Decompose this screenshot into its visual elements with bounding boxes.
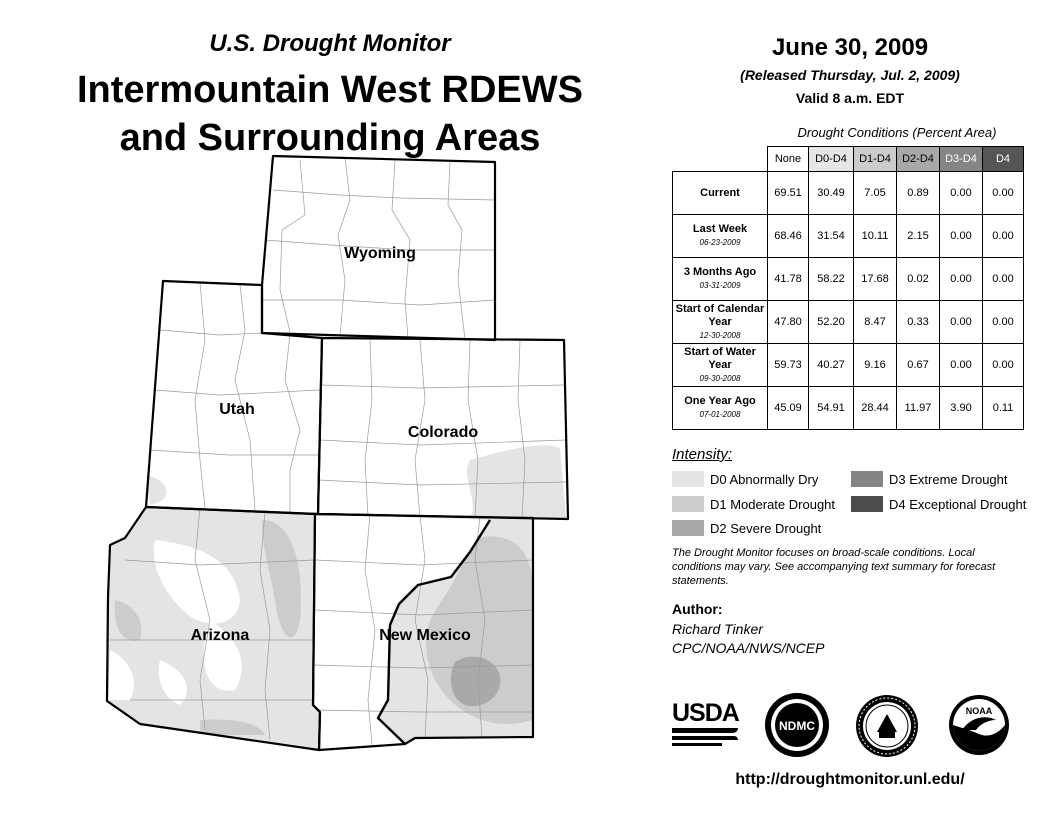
valid-time: Valid 8 a.m. EDT: [795, 90, 905, 106]
table-cell: 52.20: [809, 301, 854, 344]
legend-label: D1 Moderate Drought: [710, 496, 836, 512]
table-cell: 0.00: [983, 258, 1024, 301]
table-cell: 41.78: [768, 258, 809, 301]
state-label-arizona: Arizona: [190, 627, 250, 644]
row-date: 06-23-2009: [699, 238, 741, 247]
table-corner: [673, 147, 768, 172]
author-block: [672, 620, 824, 658]
table-cell: 0.00: [940, 172, 983, 215]
table-cell: 54.91: [809, 387, 854, 430]
legend-title: Intensity:: [672, 446, 733, 463]
table-row: [673, 172, 1024, 215]
source-url[interactable]: http://droughtmonitor.unl.edu/: [735, 771, 965, 788]
row-label: [673, 344, 768, 387]
table-cell: 10.11: [854, 215, 897, 258]
table-cell: 0.67: [897, 344, 940, 387]
table-cell: 0.00: [983, 344, 1024, 387]
state-label-utah: Utah: [219, 401, 255, 418]
row-label-text: One Year Ago: [684, 395, 756, 407]
legend-label: D2 Severe Drought: [710, 520, 822, 536]
table-cell: 3.90: [940, 387, 983, 430]
noaa-logo-text: NOAA: [965, 706, 993, 716]
row-date: 07-01-2008: [699, 410, 741, 419]
table-cell: 0.00: [940, 215, 983, 258]
usda-swoosh: [672, 728, 738, 733]
row-date: 12-30-2008: [699, 330, 741, 340]
table-cell: 7.05: [854, 172, 897, 215]
col-header-d4: D4: [983, 147, 1024, 172]
state-label-new-mexico: New Mexico: [379, 627, 471, 644]
col-header-d2-d4: D2-D4: [897, 147, 940, 172]
row-label-text: Start of Calendar Year: [675, 302, 765, 328]
legend-swatch: [672, 496, 704, 512]
table-cell: 47.80: [768, 301, 809, 344]
table-row: [673, 215, 1024, 258]
map-title-line2: and Surrounding Areas: [119, 117, 541, 159]
table-cell: 28.44: [854, 387, 897, 430]
table-cell: 0.89: [897, 172, 940, 215]
map-subtitle: U.S. Drought Monitor: [209, 30, 451, 57]
noaa-logo: [948, 694, 1010, 756]
table-row: [673, 344, 1024, 387]
table-cell: 31.54: [809, 215, 854, 258]
table-cell: 0.11: [983, 387, 1024, 430]
table-cell: 69.51: [768, 172, 809, 215]
table-cell: 0.00: [983, 215, 1024, 258]
author-heading: Author:: [672, 601, 723, 617]
row-label: [673, 215, 768, 258]
table-cell: 17.68: [854, 258, 897, 301]
row-label-text: 3 Months Ago: [683, 266, 757, 278]
usda-logo-text: USDA: [672, 699, 739, 727]
col-header-d1-d4: D1-D4: [854, 147, 897, 172]
row-label: [673, 301, 768, 344]
release-date: (Released Thursday, Jul. 2, 2009): [740, 67, 960, 83]
row-date: 03-31-2009: [699, 281, 741, 290]
table-caption: Drought Conditions (Percent Area): [797, 125, 997, 140]
disclaimer-note: The Drought Monitor focuses on broad-scale conditions. Local conditions may vary. See accompanying text summary for forecast statements.: [672, 547, 996, 587]
legend-swatch: [672, 520, 704, 536]
legend-item-d4: [851, 496, 1026, 512]
table-row: [673, 387, 1024, 430]
row-label: [673, 387, 768, 430]
col-header-none: None: [768, 147, 809, 172]
legend-label: D3 Extreme Drought: [889, 471, 1008, 487]
state-label-wyoming: Wyoming: [344, 245, 416, 262]
map-title-line1: Intermountain West RDEWS: [77, 69, 583, 111]
table-cell: 40.27: [809, 344, 854, 387]
table-cell: 0.02: [897, 258, 940, 301]
legend-item-d1: [672, 496, 835, 512]
legend-swatch: [851, 471, 883, 487]
ndmc-logo: [763, 691, 831, 759]
table-row: [673, 258, 1024, 301]
usda-swoosh: [672, 743, 722, 746]
col-header-d0-d4: D0-D4: [809, 147, 854, 172]
legend-swatch: [851, 496, 883, 512]
legend-item-d0: [672, 471, 818, 487]
row-label-text: Current: [700, 186, 740, 199]
row-label: [673, 172, 768, 215]
author-name: Richard Tinker: [672, 621, 763, 637]
legend-label: D0 Abnormally Dry: [710, 471, 819, 487]
drought-conditions-table: [672, 146, 1024, 430]
table-cell: 8.47: [854, 301, 897, 344]
table-cell: 0.00: [940, 301, 983, 344]
legend-item-d2: [672, 520, 821, 536]
map-date: June 30, 2009: [771, 34, 929, 61]
table-cell: 0.00: [940, 344, 983, 387]
table-cell: 68.46: [768, 215, 809, 258]
table-cell: 30.49: [809, 172, 854, 215]
table-cell: 9.16: [854, 344, 897, 387]
table-cell: 0.00: [940, 258, 983, 301]
col-header-d3-d4: D3-D4: [940, 147, 983, 172]
table-cell: 11.97: [897, 387, 940, 430]
table-cell: 0.00: [983, 301, 1024, 344]
commerce-seal-logo: [855, 694, 919, 758]
table-cell: 0.00: [983, 172, 1024, 215]
state-label-colorado: Colorado: [407, 424, 479, 441]
row-label-text: Start of Water Year: [684, 345, 756, 371]
table-cell: 58.22: [809, 258, 854, 301]
legend-item-d3: [851, 471, 1008, 487]
row-label-text: Last Week: [692, 223, 748, 235]
legend-swatch: [672, 471, 704, 487]
row-label: [673, 258, 768, 301]
author-org: CPC/NOAA/NWS/NCEP: [672, 640, 825, 656]
usda-swoosh: [672, 736, 738, 740]
ndmc-logo-text: NDMC: [779, 719, 815, 733]
table-cell: 0.33: [897, 301, 940, 344]
table-cell: 45.09: [768, 387, 809, 430]
table-row: [673, 301, 1024, 344]
row-date: 09-30-2008: [699, 373, 741, 383]
table-cell: 2.15: [897, 215, 940, 258]
table-cell: 59.73: [768, 344, 809, 387]
usda-logo: [672, 700, 738, 746]
legend-label: D4 Exceptional Drought: [889, 496, 1027, 512]
